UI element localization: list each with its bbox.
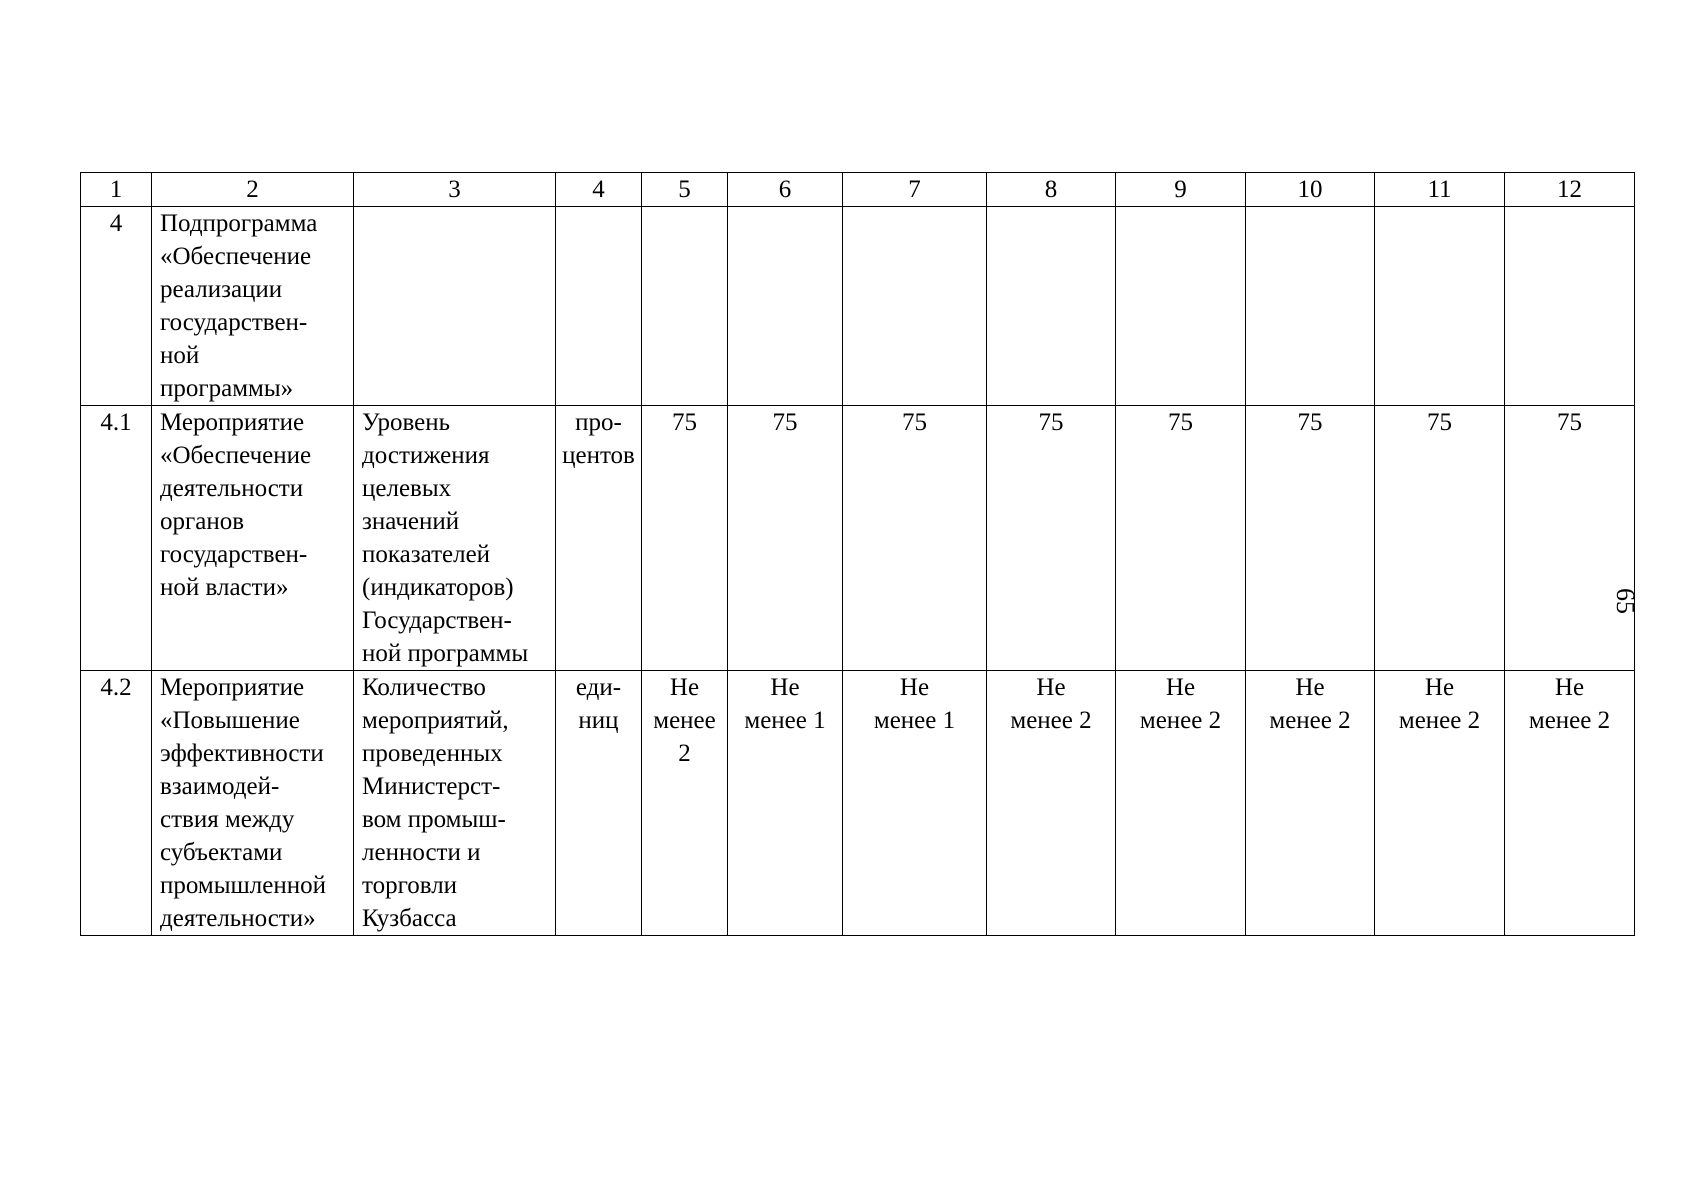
row-value: 75 — [1116, 406, 1246, 671]
row-value: 75 — [642, 406, 728, 671]
row-name: Мероприятие «Повышение эффективности взаимодей- ствия между субъектами промышленной деятельности» — [152, 671, 354, 936]
row-value — [728, 207, 843, 406]
row-value — [1505, 207, 1635, 406]
row-indicator: Уровень достижения целевых значений показателей (индикаторов) Государствен- ной программы — [354, 406, 556, 671]
header-cell: 5 — [642, 173, 728, 207]
row-value: Не менее 2 — [642, 671, 728, 936]
row-value: Не менее 2 — [1116, 671, 1246, 936]
row-name: Подпрограмма «Обеспечение реализации государствен- ной программы» — [152, 207, 354, 406]
row-name: Мероприятие «Обеспечение деятельности органов государствен- ной власти» — [152, 406, 354, 671]
row-value — [1116, 207, 1246, 406]
row-value: Не менее 1 — [728, 671, 843, 936]
header-cell: 2 — [152, 173, 354, 207]
row-value: Не менее 2 — [1246, 671, 1375, 936]
table-header-row — [81, 173, 1635, 207]
header-cell: 11 — [1375, 173, 1505, 207]
table-row — [81, 671, 1635, 936]
row-value: Не менее 2 — [1505, 671, 1635, 936]
row-indicator: Количество мероприятий, проведенных Министерст- вом промыш- ленности и торговли Кузбасса — [354, 671, 556, 936]
row-value: 75 — [843, 406, 987, 671]
table-row — [81, 207, 1635, 406]
row-value: Не менее 1 — [843, 671, 987, 936]
header-cell: 4 — [556, 173, 642, 207]
row-unit: про- центов — [556, 406, 642, 671]
row-value: 75 — [1246, 406, 1375, 671]
row-value: 75 — [1375, 406, 1505, 671]
row-value: Не менее 2 — [987, 671, 1116, 936]
row-value — [843, 207, 987, 406]
header-cell: 7 — [843, 173, 987, 207]
row-number: 4.1 — [81, 406, 152, 671]
table-row — [81, 406, 1635, 671]
row-value — [642, 207, 728, 406]
row-number: 4 — [81, 207, 152, 406]
header-cell: 6 — [728, 173, 843, 207]
row-value: 75 — [1505, 406, 1635, 671]
row-value — [1375, 207, 1505, 406]
row-value — [1246, 207, 1375, 406]
header-cell: 8 — [987, 173, 1116, 207]
header-cell: 9 — [1116, 173, 1246, 207]
row-value: 75 — [987, 406, 1116, 671]
row-value: 75 — [728, 406, 843, 671]
header-cell: 10 — [1246, 173, 1375, 207]
row-number: 4.2 — [81, 671, 152, 936]
row-unit: еди- ниц — [556, 671, 642, 936]
row-indicator — [354, 207, 556, 406]
page-number: 65 — [1611, 588, 1640, 614]
header-cell: 12 — [1505, 173, 1635, 207]
row-unit — [556, 207, 642, 406]
row-value: Не менее 2 — [1375, 671, 1505, 936]
header-cell: 1 — [81, 173, 152, 207]
indicators-table — [80, 172, 1635, 936]
header-cell: 3 — [354, 173, 556, 207]
row-value — [987, 207, 1116, 406]
